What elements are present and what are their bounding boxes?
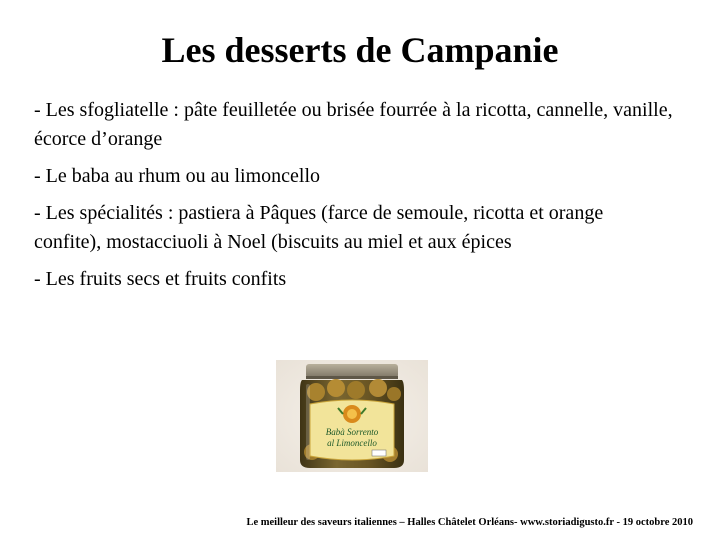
baba-jar-photo	[276, 360, 428, 472]
bullet-item: - Le baba au rhum ou au limoncello	[34, 165, 321, 187]
slide-title: Les desserts de Campanie	[161, 30, 559, 70]
bullet-list	[34, 96, 674, 302]
bullet-item: - Les sfogliatelle : pâte feuilletée ou brisée fourrée à la ricotta, cannelle, vanille, écorce d’orange	[34, 99, 673, 150]
jar-photo-icon	[276, 360, 428, 472]
bullet-item: - Les spécialités : pastiera à Pâques (farce de semoule, ricotta et orange confite), mostacciuoli à Noel (biscuits au miel et aux épices	[34, 202, 604, 253]
jar-label-line1: Babà Sorrento	[325, 427, 379, 437]
slide-footer: Le meilleur des saveurs italiennes – Halles Châtelet Orléans- www.storiadigusto.fr - 19 octobre 2010	[246, 517, 693, 528]
jar-label-line2: al Limoncello	[327, 438, 377, 448]
bullet-item: - Les fruits secs et fruits confits	[34, 268, 287, 290]
